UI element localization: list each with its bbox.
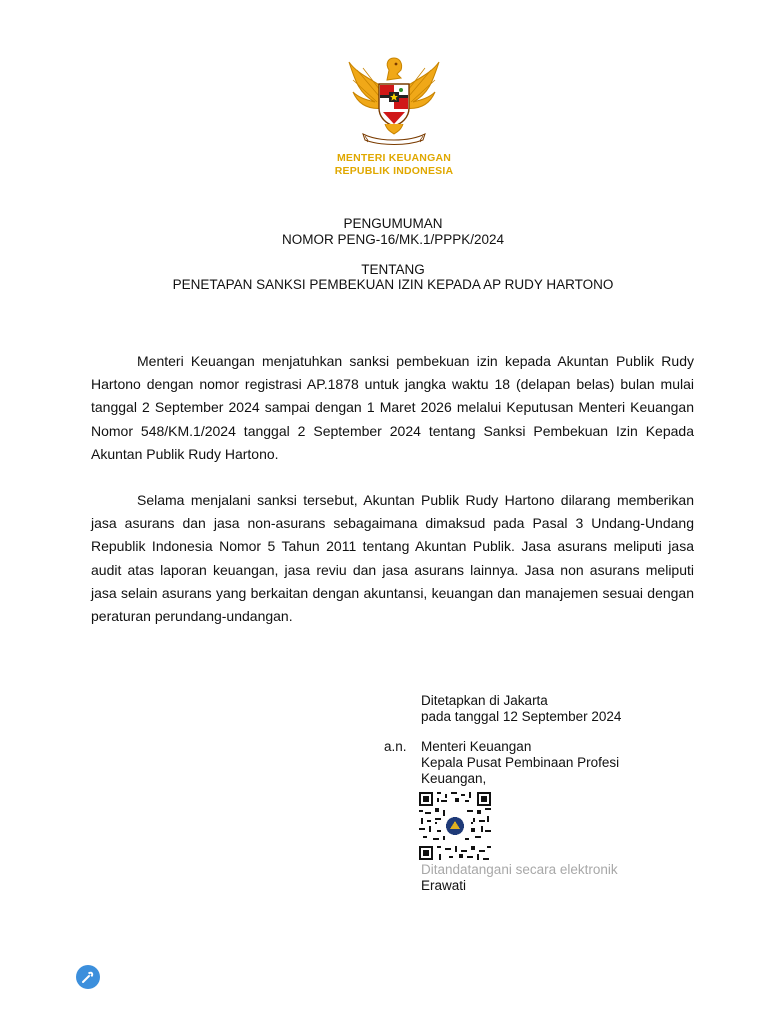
about-label: TENTANG bbox=[361, 262, 425, 277]
signing-date: pada tanggal 12 September 2024 bbox=[421, 709, 622, 724]
body-paragraph-2: Selama menjalani sanksi tersebut, Akuntan Publik Rudy Hartono dilarang memberikan jasa asurans dan jasa non-asurans sebagaimana dimaksud pada Pasal 3 Undang-Undang Republik Indonesia Nomor 5 Tahun 2011 tentang Akuntan Publik. Jasa asurans meliputi jasa audit atas laporan keuangan, jasa reviu dan jasa asurans lainnya. Jasa non asurans meliputi jasa selain asurans yang berkaitan dengan akuntansi, keuangan dan manajemen sesuai dengan peraturan perundang-undangan. bbox=[91, 492, 694, 625]
issuer-line-2: REPUBLIK INDONESIA bbox=[334, 165, 454, 177]
issuer-line-1: MENTERI KEUANGAN bbox=[336, 152, 452, 164]
issuer-heading bbox=[294, 152, 494, 178]
body-paragraph-1: Menteri Keuangan menjatuhkan sanksi pembekuan izin kepada Akuntan Publik Rudy Hartono dengan nomor registrasi AP.1878 untuk jangka waktu 18 (delapan belas) bulan mulai tanggal 2 September 2024 sampai dengan 1 Maret 2026 melalui Keputusan Menteri Keuangan Nomor 548/KM.1/2024 tanggal 2 September 2024 tentang Sanksi Pembekuan Izin Kepada Akuntan Publik Rudy Hartono. bbox=[91, 353, 694, 462]
garuda-emblem-icon bbox=[345, 50, 443, 146]
signer-name: Erawati bbox=[421, 878, 467, 893]
signer-role-3: Keuangan, bbox=[421, 771, 487, 786]
announcement-number: NOMOR PENG-16/MK.1/PPPK/2024 bbox=[281, 232, 505, 247]
signing-place: Ditetapkan di Jakarta bbox=[421, 693, 548, 708]
electronic-signature-note: Ditandatangani secara elektronik bbox=[421, 862, 618, 877]
qr-code-icon bbox=[419, 792, 491, 860]
signer-role-2: Kepala Pusat Pembinaan Profesi bbox=[421, 755, 620, 770]
tool-icon bbox=[81, 970, 95, 984]
signer-role-1: Menteri Keuangan bbox=[421, 739, 532, 754]
on-behalf-label: a.n. bbox=[384, 739, 407, 754]
announcement-subject: PENETAPAN SANKSI PEMBEKUAN IZIN KEPADA AP RUDY HARTONO bbox=[172, 277, 614, 292]
announcement-label: PENGUMUMAN bbox=[343, 216, 443, 231]
floating-tool-button[interactable] bbox=[76, 965, 100, 989]
